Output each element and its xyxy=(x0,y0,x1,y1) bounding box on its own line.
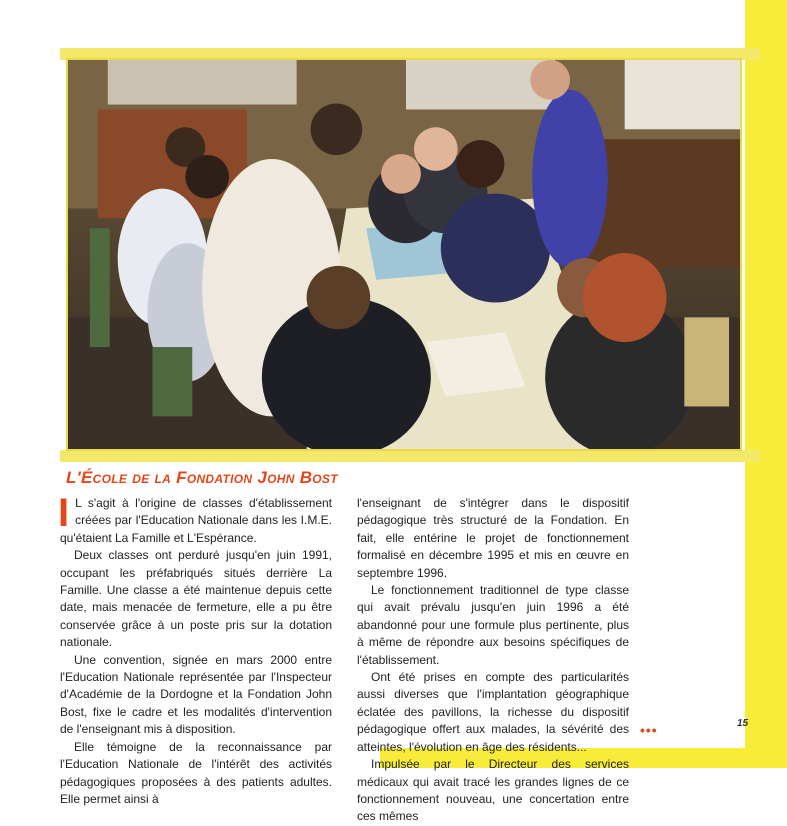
paragraph: Impulsée par le Directeur des services médicaux qui avait tracé les grandes lignes de ce fonctionnement nouveau, une concertation entre ces mêmes xyxy=(357,757,629,824)
classroom-photo-illustration xyxy=(68,60,740,449)
paragraph: Ont été prises en compte des particularités aussi diverses que l'implantation géographique éclatée des pavillons, la richesse du dispositif pédagogique offert aux malades, la sévérité des atteintes, l'évolution en âge des résidents... xyxy=(357,670,629,754)
drop-cap: I xyxy=(58,491,70,535)
paragraph-intro: I L s'agit à l'origine de classes d'établissement créées par l'Education Nationale dans les I.M.E. qu'étaient La Famille et L'Espérance. xyxy=(58,491,332,545)
continuation-dots: ••• xyxy=(640,722,658,738)
yellow-mid-band xyxy=(60,450,760,462)
classroom-photo xyxy=(66,58,742,451)
article-heading: L'École de la Fondation John Bost xyxy=(66,468,338,487)
paragraph: Une convention, signée en mars 2000 entre l'Education Nationale représentée par l'Inspecteur d'Académie de la Dordogne et la Fondation John Bost, fixe le cadre et les modalités d'intervention de l'enseignant mis à disposition. xyxy=(60,652,332,737)
paragraph: Le fonctionnement traditionnel de type classe qui avait prévalu jusqu'en juin 1996 a été abandonné pour une formule plus pertinente, plus à même de répondre aux besoins spécifiques de l'établissement. xyxy=(357,583,629,667)
page-number: 15 xyxy=(737,718,749,729)
paragraph: Elle témoigne de la reconnaissance par l'Education Nationale de l'intérêt des activités pédagogiques proposées à des patients adultes. Elle permet ainsi à xyxy=(60,739,332,806)
text-column-right xyxy=(357,495,629,826)
paragraph: Deux classes ont perduré jusqu'en juin 1991, occupant les préfabriqués situés derrière La Famille. Une classe a été maintenue depuis cette date, mais menacée de fermeture, elle a pu être conservée grâce à un poste pris sur la dotation nationale. xyxy=(60,548,332,650)
yellow-margin-band xyxy=(745,0,787,768)
paragraph: l'enseignant de s'intégrer dans le dispositif pédagogique très structuré de la Fondation. En fait, elle entérine le projet de fonctionnement formalisé en décembre 1995 et mis en œuvre en septembre 1996. xyxy=(357,496,629,580)
text-column-left xyxy=(58,491,332,808)
